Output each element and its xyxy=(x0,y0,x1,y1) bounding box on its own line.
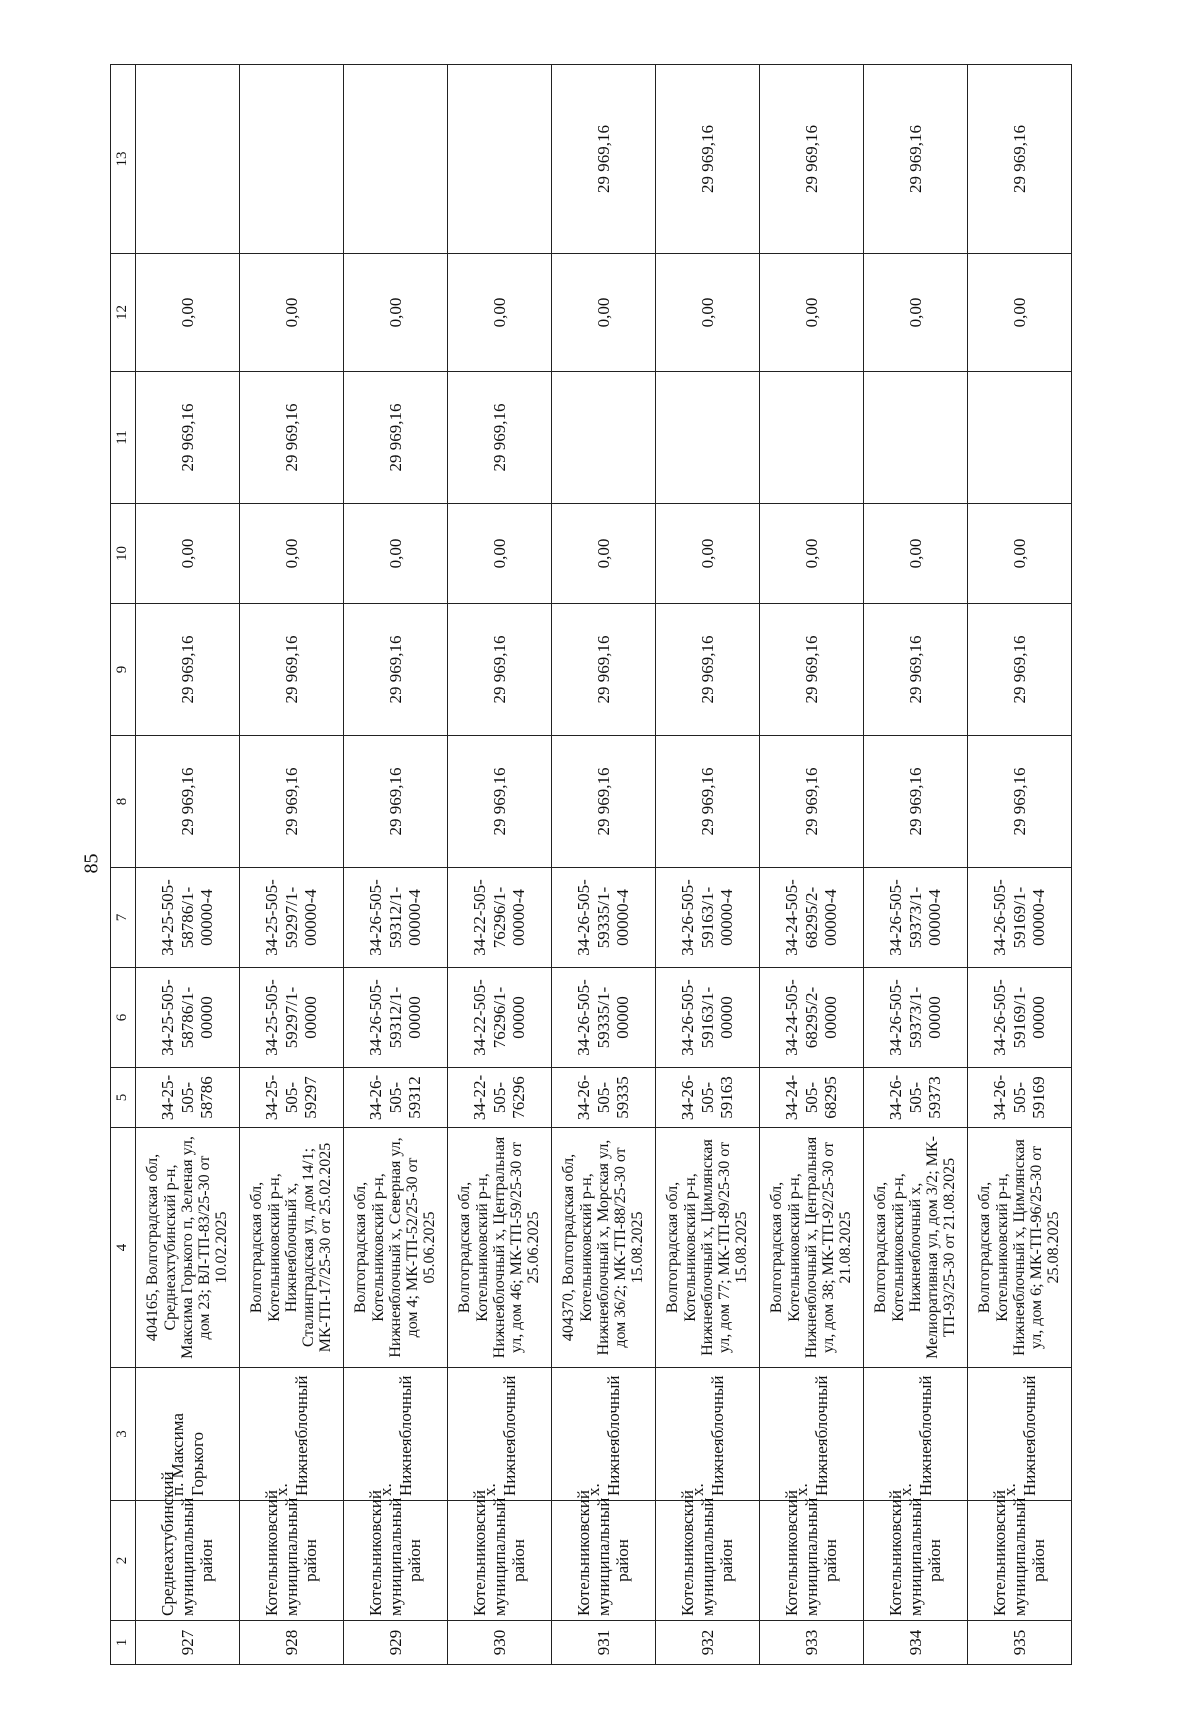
address-cell: 404165, Волгоградская обл, Среднеахтубинский р-н, Максима Горького п, Зеленая ул, дом 23; ВЛ-ТП-83/25-30 от 10.02.2025 xyxy=(136,1128,240,1368)
col13-amount: 29 969,16 xyxy=(552,65,656,254)
district-cell: Котельниковский муниципальный район xyxy=(760,1501,864,1621)
district-cell: Котельниковский муниципальный район xyxy=(552,1501,656,1621)
col7-cell: 34-26-505-59335/1-00000-4 xyxy=(552,868,656,968)
column-number-13: 13 xyxy=(111,65,136,254)
col11-amount xyxy=(968,372,1072,504)
col12-amount: 0,00 xyxy=(240,254,344,372)
col8-amount: 29 969,16 xyxy=(344,736,448,868)
district-cell: Котельниковский муниципальный район xyxy=(240,1501,344,1621)
address-cell: Волгоградская обл, Котельниковский р-н, Нижнеяблочный х, Цимлянская ул, дом 6; МК-ТП-96/25-30 от 25.08.2025 xyxy=(968,1128,1072,1368)
column-number-11: 11 xyxy=(111,372,136,504)
col8-amount: 29 969,16 xyxy=(448,736,552,868)
col8-amount: 29 969,16 xyxy=(760,736,864,868)
col8-amount: 29 969,16 xyxy=(864,736,968,868)
col6-cell: 34-26-505-59335/1-00000 xyxy=(552,968,656,1068)
col6-cell: 34-25-505-59297/1-00000 xyxy=(240,968,344,1068)
column-number-5: 5 xyxy=(111,1068,136,1128)
col6-cell: 34-26-505-59312/1-00000 xyxy=(344,968,448,1068)
column-number-2: 2 xyxy=(111,1501,136,1621)
table-row xyxy=(864,65,968,1665)
locality-cell: х. Нижнеяблочный xyxy=(968,1368,1072,1501)
column-number-8: 8 xyxy=(111,736,136,868)
col7-cell: 34-24-505-68295/2-00000-4 xyxy=(760,868,864,968)
col9-amount: 29 969,16 xyxy=(864,604,968,736)
col7-cell: 34-25-505-59297/1-00000-4 xyxy=(240,868,344,968)
locality-cell: п. Максима Горького xyxy=(136,1368,240,1501)
col7-cell: 34-26-505-59163/1-00000-4 xyxy=(656,868,760,968)
col13-amount xyxy=(344,65,448,254)
col7-cell: 34-25-505-58786/1-00000-4 xyxy=(136,868,240,968)
district-cell: Котельниковский муниципальный район xyxy=(656,1501,760,1621)
col8-amount: 29 969,16 xyxy=(136,736,240,868)
column-number-7: 7 xyxy=(111,868,136,968)
col7-cell: 34-26-505-59373/1-00000-4 xyxy=(864,868,968,968)
table-row xyxy=(760,65,864,1665)
col8-amount: 29 969,16 xyxy=(552,736,656,868)
col12-amount: 0,00 xyxy=(760,254,864,372)
table-row xyxy=(552,65,656,1665)
col6-cell: 34-26-505-59169/1-00000 xyxy=(968,968,1072,1068)
col12-amount: 0,00 xyxy=(552,254,656,372)
table-row xyxy=(344,65,448,1665)
locality-cell: х. Нижнеяблочный xyxy=(344,1368,448,1501)
col10-amount: 0,00 xyxy=(552,504,656,604)
page-number: 85 xyxy=(80,853,103,874)
column-number-6: 6 xyxy=(111,968,136,1068)
col6-cell: 34-26-505-59163/1-00000 xyxy=(656,968,760,1068)
col5-cell: 34-26-505-59163 xyxy=(656,1068,760,1128)
col9-amount: 29 969,16 xyxy=(344,604,448,736)
district-cell: Котельниковский муниципальный район xyxy=(968,1501,1072,1621)
row-number: 932 xyxy=(656,1621,760,1665)
col10-amount: 0,00 xyxy=(864,504,968,604)
col6-cell: 34-26-505-59373/1-00000 xyxy=(864,968,968,1068)
col8-amount: 29 969,16 xyxy=(656,736,760,868)
col9-amount: 29 969,16 xyxy=(656,604,760,736)
col5-cell: 34-24-505-68295 xyxy=(760,1068,864,1128)
col13-amount: 29 969,16 xyxy=(656,65,760,254)
district-cell: Котельниковский муниципальный район xyxy=(344,1501,448,1621)
col9-amount: 29 969,16 xyxy=(760,604,864,736)
district-cell: Среднеахтубинский муниципальный район xyxy=(136,1501,240,1621)
col11-amount: 29 969,16 xyxy=(136,372,240,504)
col5-cell: 34-26-505-59373 xyxy=(864,1068,968,1128)
column-number-10: 10 xyxy=(111,504,136,604)
data-table xyxy=(110,64,1072,1665)
col6-cell: 34-22-505-76296/1-00000 xyxy=(448,968,552,1068)
row-number: 934 xyxy=(864,1621,968,1665)
col12-amount: 0,00 xyxy=(656,254,760,372)
column-number-1: 1 xyxy=(111,1621,136,1665)
district-cell: Котельниковский муниципальный район xyxy=(448,1501,552,1621)
col10-amount: 0,00 xyxy=(760,504,864,604)
col11-amount: 29 969,16 xyxy=(344,372,448,504)
col9-amount: 29 969,16 xyxy=(448,604,552,736)
col6-cell: 34-25-505-58786/1-00000 xyxy=(136,968,240,1068)
col9-amount: 29 969,16 xyxy=(552,604,656,736)
col12-amount: 0,00 xyxy=(968,254,1072,372)
col5-cell: 34-26-505-59169 xyxy=(968,1068,1072,1128)
column-number-9: 9 xyxy=(111,604,136,736)
col11-amount xyxy=(656,372,760,504)
table-row xyxy=(136,65,240,1665)
address-cell: Волгоградская обл, Котельниковский р-н, Нижнеяблочный х, Мелиоративная ул, дом 3/2; МК-ТП-93/25-30 от 21.08.2025 xyxy=(864,1128,968,1368)
locality-cell: х. Нижнеяблочный xyxy=(552,1368,656,1501)
locality-cell: х. Нижнеяблочный xyxy=(448,1368,552,1501)
locality-cell: х. Нижнеяблочный xyxy=(864,1368,968,1501)
col7-cell: 34-22-505-76296/1-00000-4 xyxy=(448,868,552,968)
row-number: 931 xyxy=(552,1621,656,1665)
col13-amount: 29 969,16 xyxy=(968,65,1072,254)
col11-amount xyxy=(552,372,656,504)
row-number: 930 xyxy=(448,1621,552,1665)
col5-cell: 34-25-505-58786 xyxy=(136,1068,240,1128)
col12-amount: 0,00 xyxy=(344,254,448,372)
address-cell: 404370, Волгоградская обл, Котельниковский р-н, Нижнеяблочный х, Морская ул, дом 36/2; МК-ТП-88/25-30 от 15.08.2025 xyxy=(552,1128,656,1368)
col10-amount: 0,00 xyxy=(656,504,760,604)
col13-amount: 29 969,16 xyxy=(864,65,968,254)
column-number-row xyxy=(111,65,136,1665)
col12-amount: 0,00 xyxy=(864,254,968,372)
col8-amount: 29 969,16 xyxy=(240,736,344,868)
table-row xyxy=(240,65,344,1665)
col11-amount xyxy=(760,372,864,504)
col5-cell: 34-22-505-76296 xyxy=(448,1068,552,1128)
col12-amount: 0,00 xyxy=(448,254,552,372)
col10-amount: 0,00 xyxy=(240,504,344,604)
locality-cell: х. Нижнеяблочный xyxy=(240,1368,344,1501)
col6-cell: 34-24-505-68295/2-00000 xyxy=(760,968,864,1068)
col10-amount: 0,00 xyxy=(136,504,240,604)
table-row xyxy=(968,65,1072,1665)
locality-cell: х. Нижнеяблочный xyxy=(760,1368,864,1501)
col9-amount: 29 969,16 xyxy=(968,604,1072,736)
col9-amount: 29 969,16 xyxy=(240,604,344,736)
district-cell: Котельниковский муниципальный район xyxy=(864,1501,968,1621)
col13-amount xyxy=(240,65,344,254)
col7-cell: 34-26-505-59312/1-00000-4 xyxy=(344,868,448,968)
col11-amount: 29 969,16 xyxy=(448,372,552,504)
table-row xyxy=(656,65,760,1665)
column-number-12: 12 xyxy=(111,254,136,372)
row-number: 928 xyxy=(240,1621,344,1665)
col11-amount xyxy=(864,372,968,504)
table-body xyxy=(136,65,1072,1665)
col5-cell: 34-26-505-59335 xyxy=(552,1068,656,1128)
col5-cell: 34-26-505-59312 xyxy=(344,1068,448,1128)
col7-cell: 34-26-505-59169/1-00000-4 xyxy=(968,868,1072,968)
row-number: 927 xyxy=(136,1621,240,1665)
col9-amount: 29 969,16 xyxy=(136,604,240,736)
col13-amount xyxy=(448,65,552,254)
col12-amount: 0,00 xyxy=(136,254,240,372)
table-row xyxy=(448,65,552,1665)
col11-amount: 29 969,16 xyxy=(240,372,344,504)
col5-cell: 34-25-505-59297 xyxy=(240,1068,344,1128)
column-number-4: 4 xyxy=(111,1128,136,1368)
address-cell: Волгоградская обл, Котельниковский р-н, Нижнеяблочный х, Северная ул, дом 4; МК-ТП-52/25-30 от 05.06.2025 xyxy=(344,1128,448,1368)
row-number: 933 xyxy=(760,1621,864,1665)
col10-amount: 0,00 xyxy=(344,504,448,604)
column-number-3: 3 xyxy=(111,1368,136,1501)
address-cell: Волгоградская обл, Котельниковский р-н, Нижнеяблочный х, Сталинградская ул, дом 14/1; МК-ТП-17/25-30 от 25.02.2025 xyxy=(240,1128,344,1368)
row-number: 935 xyxy=(968,1621,1072,1665)
rotated-table-sheet xyxy=(110,65,1120,1665)
locality-cell: х. Нижнеяблочный xyxy=(656,1368,760,1501)
col10-amount: 0,00 xyxy=(448,504,552,604)
col13-amount xyxy=(136,65,240,254)
address-cell: Волгоградская обл, Котельниковский р-н, Нижнеяблочный х, Центральная ул, дом 46; МК-ТП-59/25-30 от 25.06.2025 xyxy=(448,1128,552,1368)
address-cell: Волгоградская обл, Котельниковский р-н, Нижнеяблочный х, Цимлянская ул, дом 77; МК-ТП-89/25-30 от 15.08.2025 xyxy=(656,1128,760,1368)
address-cell: Волгоградская обл, Котельниковский р-н, Нижнеяблочный х, Центральная ул, дом 38; МК-ТП-92/25-30 от 21.08.2025 xyxy=(760,1128,864,1368)
row-number: 929 xyxy=(344,1621,448,1665)
col8-amount: 29 969,16 xyxy=(968,736,1072,868)
col10-amount: 0,00 xyxy=(968,504,1072,604)
col13-amount: 29 969,16 xyxy=(760,65,864,254)
